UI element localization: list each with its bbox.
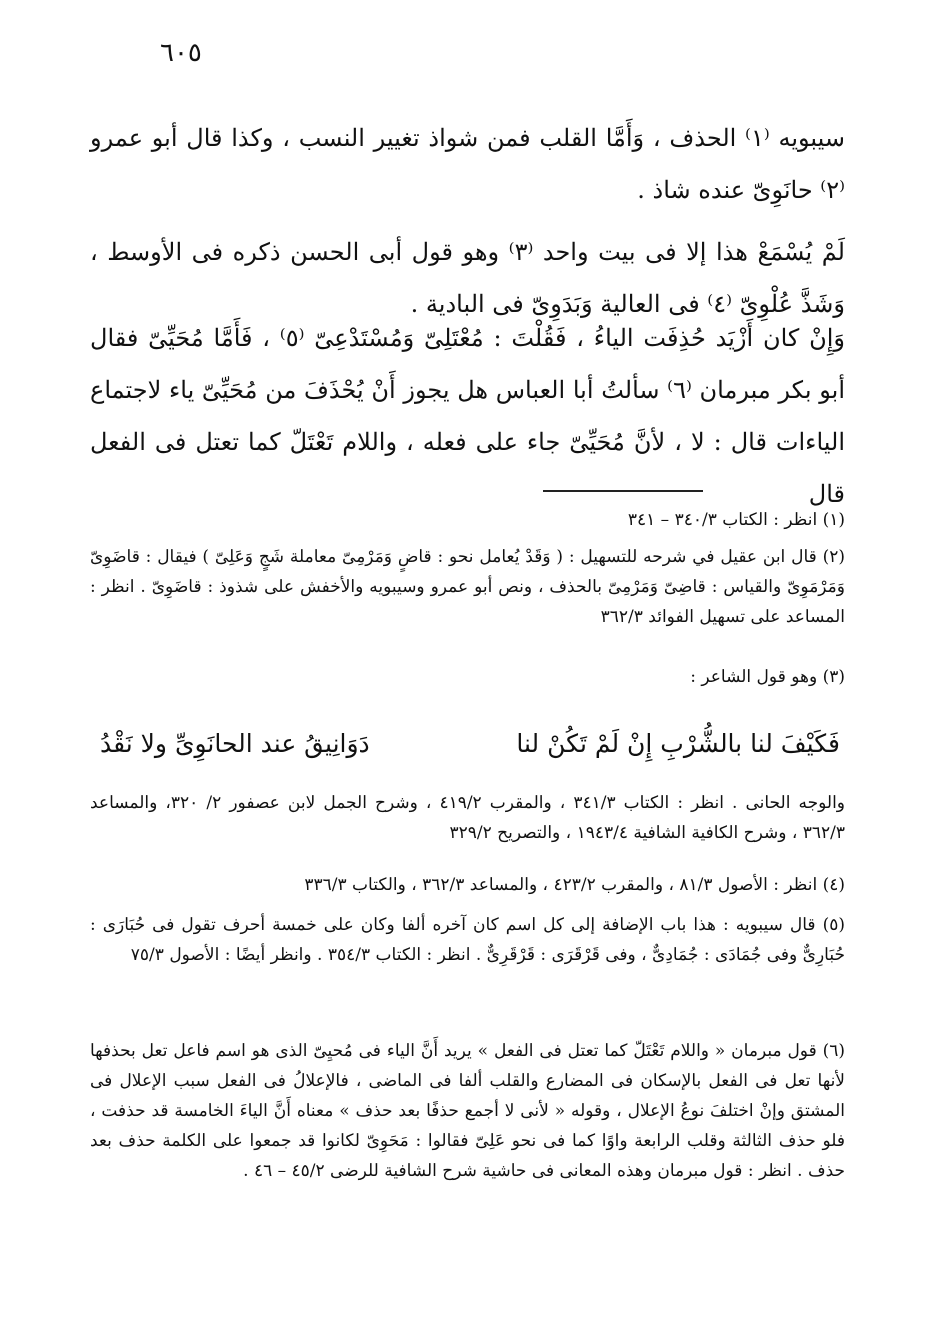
footnote-6: (٦) قول مبرمان « واللام تَعْتَلّ كما تعتل فى الفعل » يريد أَنَّ الياء فى مُحيِىّ الذى هو اسم فاعل تعل بحذفها لأنها تعل فى الفعل بالإسكان فى المضارع والقلب ألفا فى الماضى ، فالإعلالُ فى الفعل سبب الإعلال فى المشتق وإنْ اختلفَ نوعُ الإعلال ، وقوله « لأنى لا أجمع حذفًا بعد حذف » معناه أَنَّ الياءَ الخامسة قد حذفت ، فلو حذف الثالثة وقلب الرابعة واوًا كما فى نحو عَلِىّ فقالوا : مَحَوِىّ لكانوا قد جمعوا على الكلمة حذف بعد حذف . انظر : قول مبرمان وهذه المعانى فى حاشية شرح الشافية للرضى ٤٥/٢ – ٤٦ . xyxy=(90,1041,845,1181)
footnote-divider xyxy=(543,490,703,492)
footnote-5: (٥) قال سيبويه : هذا باب الإضافة إلى كل اسم كان آخره ألفا وكان على خمسة أحرف تقول فى حُبَارَى : حُبَارِىٌّ وفى جُمَادَى : جُمَادِىٌّ ، وفى قَرْقَرَى : قَرْقَرِىٌّ . انظر : الكتاب ٣٥٤/٣ . وانظر أيضًا : الأصول ٧٥/٣ xyxy=(90,915,845,965)
page-number: ٦٠٥ xyxy=(160,38,202,68)
footnote-3-continuation: والوجه الحانى . انظر : الكتاب ٣٤١/٣ ، والمقرب ٤١٩/٢ ، وشرح الجمل لابن عصفور ٢/ ٣٢٠، والمساعد ٣٦٢/٣ ، وشرح الكافية الشافية ١٩٤٣/٤ ، والتصريح ٣٢٩/٢ xyxy=(90,793,846,843)
body-paragraph-2: لَمْ يُسْمَعْ هذا إلا فى بيت واحد ⁽٣⁾ وهو قول أبى الحسن ذكره فى الأوسط ، وَشَذَّ عُلْوِىّ ⁽٤⁾ فى العالية وَبَدَوِىّ فى البادية . xyxy=(90,238,845,318)
body-paragraph-3: وَإِنْ كان أَزْيَد حُذِفَت الياءُ ، فَقُلْتَ : مُعْتَلِىّ وَمُسْتَدْعِىّ ⁽٥⁾ ، فَأَمَّا مُحَيِّىّ فقال أبو بكر مبرمان ⁽٦⁾ سألتُ أبا العباس هل يجوز أَنْ يُحْذَفَ من مُحَيِّىّ ياء لاجتماع الياءات قال : لا ، لأنَّ مُحَيِّىّ جاء على فعله ، واللام تَعْتَلّ كما تعتل فى الفعل قال xyxy=(90,324,845,508)
footnote-1: (١) انظر : الكتاب ٣٤٠/٣ – ٣٤١ xyxy=(627,510,845,530)
poetry-verse xyxy=(100,722,840,766)
body-paragraph-1: سيبويه ⁽١⁾ الحذف ، وَأَمَّا القلب فمن شواذ تغيير النسب ، وكذا قال أبو عمرو ⁽٢⁾ حانَوِىّ عنده شاذ . xyxy=(90,124,845,204)
verse-second-hemistich: دَوَانِيقُ عند الحانَوِىِّ ولا نَقْدُ xyxy=(100,729,370,758)
footnote-2: (٢) قال ابن عقيل في شرحه للتسهيل : ( وَقَدْ يُعامل نحو : قاضٍ وَمَرْمِىّ معاملة شَجٍ وَعَلِىّ ) فيقال : قاضَوِىّ وَمَرْمَوِىّ والقياس : قاضِىّ وَمَرْمِىّ بالحذف ، ونص أبو عمرو وسيبويه والأخفش على شذوذ : قاضَوِىّ . انظر : المساعد على تسهيل الفوائد ٣٦٢/٣ xyxy=(90,547,845,627)
footnote-4: (٤) انظر : الأصول ٨١/٣ ، والمقرب ٤٢٣/٢ ، والمساعد ٣٦٢/٣ ، والكتاب ٣٣٦/٣ xyxy=(304,875,845,895)
footnote-3: (٣) وهو قول الشاعر : xyxy=(690,667,845,687)
verse-first-hemistich: فَكَيْفَ لنا بالشُّرْبِ إِنْ لَمْ تَكُنْ لنا xyxy=(516,729,840,758)
